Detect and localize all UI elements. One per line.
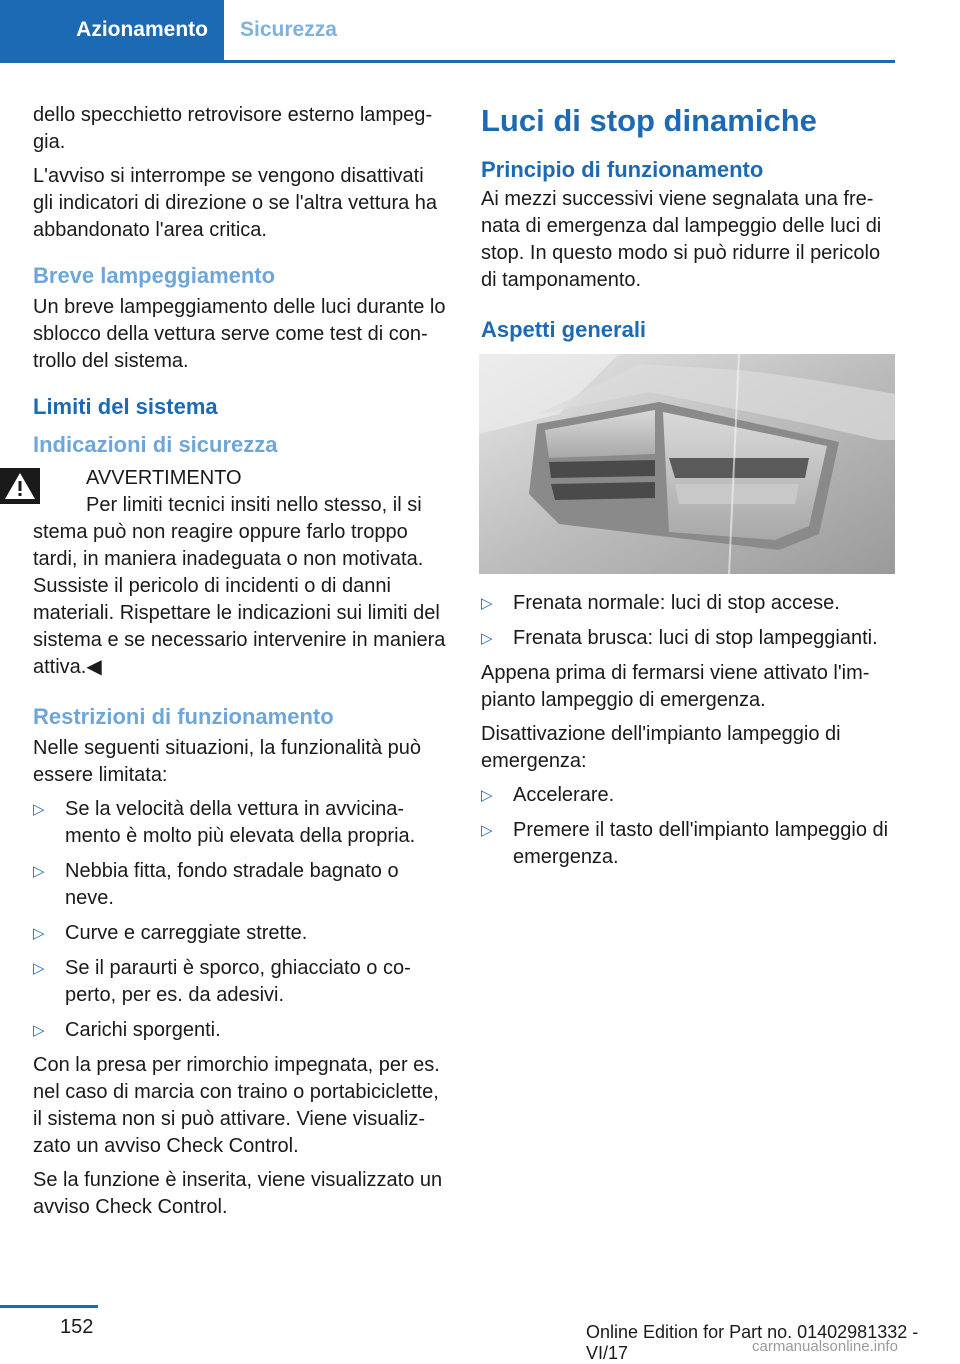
paragraph: Se la funzione è inserita, viene visualizzato un avviso Check Control.: [33, 1169, 443, 1218]
bullet-triangle-icon: ▷: [481, 630, 493, 647]
warning-text-first: Per limiti tecnici insiti nello stesso, il si: [86, 494, 422, 516]
left-column: [33, 102, 447, 1228]
warning-block: [33, 465, 447, 681]
restrictions-list: [33, 796, 447, 1044]
right-column: [481, 102, 896, 879]
list-item: ▷ Curve e carreggiate strette.: [33, 920, 447, 947]
heading-aspetti-generali: Aspetti generali: [481, 317, 647, 342]
list-item: ▷ Carichi sporgenti.: [33, 1017, 447, 1044]
bullet-triangle-icon: ▷: [33, 925, 45, 942]
list-item: ▷ Se il paraurti è sporco, ghiacciato o coperto, per es. da adesivi.: [33, 957, 411, 1006]
braking-list: [481, 590, 896, 652]
paragraph: Ai mezzi successivi viene segnalata una frenata di emergenza dal lampeggio delle luci di stop. In questo modo si può ridurre il pericolo di tamponamento.: [481, 188, 882, 291]
paragraph: Con la presa per rimorchio impegnata, per es. nel caso di marcia con traino o portabiciclette, il sistema non si può attivare. Viene visualizzato un avviso Check Control.: [33, 1054, 440, 1157]
heading-principio: Principio di funzionamento: [481, 157, 764, 182]
deactivation-list: [481, 782, 896, 871]
tab-sicurezza[interactable]: Sicurezza: [240, 18, 337, 41]
bullet-triangle-icon: ▷: [33, 801, 45, 818]
header-rule: [0, 60, 895, 63]
bullet-triangle-icon: ▷: [33, 1022, 45, 1039]
list-item: ▷ Nebbia fitta, fondo stradale bagnato o neve.: [33, 860, 399, 909]
list-item: ▷ Premere il tasto dell'impianto lampeggio di emergenza.: [481, 819, 889, 868]
heading-restrizioni: Restrizioni di funzionamento: [33, 704, 334, 729]
paragraph: Nelle seguenti situazioni, la funzionalità può essere limitata:: [33, 737, 422, 786]
page-number: 152: [60, 1316, 94, 1338]
heading-limiti-sistema: Limiti del sistema: [33, 394, 218, 419]
tab-azionamento[interactable]: Azionamento: [0, 0, 224, 60]
list-item: ▷ Se la velocità della vettura in avvicinamento è molto più elevata della propria.: [33, 798, 416, 847]
warning-icon: [0, 468, 40, 504]
footer-rule: [0, 1305, 98, 1308]
edition-text: Online Edition for Part no. 01402981332 - VI/17: [586, 1322, 919, 1363]
bullet-triangle-icon: ▷: [481, 787, 493, 804]
bullet-triangle-icon: ▷: [33, 863, 45, 880]
paragraph: L'avviso si interrompe se vengono disattivati gli indicatori di direzione o se l'altra vettura ha abbandonato l'area critica.: [33, 165, 438, 241]
bullet-triangle-icon: ▷: [481, 595, 493, 612]
tail-light-image: [479, 354, 895, 574]
list-item: ▷ Frenata brusca: luci di stop lampeggianti.: [481, 625, 896, 652]
list-item: ▷ Accelerare.: [481, 782, 896, 809]
heading-indicazioni-sicurezza: Indicazioni di sicurezza: [33, 432, 278, 457]
heading-breve-lampeggiamento: Breve lampeggiamento: [33, 263, 276, 288]
paragraph: Appena prima di fermarsi viene attivato l'impianto lampeggio di emergenza.: [481, 662, 870, 711]
watermark: carmanualsonline.info: [752, 1338, 898, 1355]
paragraph: Un breve lampeggiamento delle luci durante lo sblocco della vettura serve come test di controllo del sistema.: [33, 296, 446, 372]
bullet-triangle-icon: ▷: [33, 960, 45, 977]
paragraph: dello specchietto retrovisore esterno lampeggia.: [33, 104, 433, 153]
warning-text: stema può non reagire oppure farlo troppo tardi, in maniera inadeguata o non motivata. Sussiste il pericolo di incidenti o di danni materiali. Rispettare le indicazioni sui limiti del sistema e se necessario intervenire in maniera attiva.◀: [33, 521, 446, 678]
bullet-triangle-icon: ▷: [481, 822, 493, 839]
warning-title: AVVERTIMENTO: [86, 467, 242, 489]
paragraph: Disattivazione dell'impianto lampeggio di emergenza:: [481, 723, 841, 772]
list-item: ▷ Frenata normale: luci di stop accese.: [481, 590, 896, 617]
header: [0, 0, 960, 64]
heading-luci-stop-dinamiche: Luci di stop dinamiche: [481, 103, 817, 138]
